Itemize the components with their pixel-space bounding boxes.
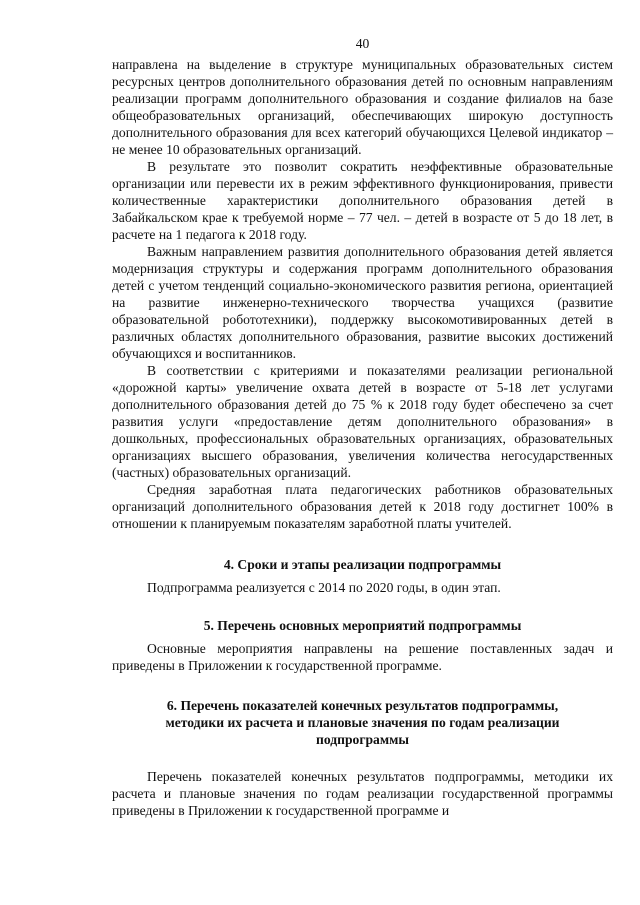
paragraph-5: Средняя заработная плата педагогических работников образовательных организаций дополнительного образования детей к 2018 году достигнет 100% в отношении к планируемым показателям заработной платы учителей.: [112, 482, 613, 531]
page-number: 40: [355, 36, 370, 51]
section-6-heading-line-1: 6. Перечень показателей конечных результатов подпрограммы,: [166, 698, 559, 713]
paragraph-4: В соответствии с критериями и показателями реализации региональной «дорожной карты» увеличение охвата детей в возрасте от 5-18 лет услугами дополнительного образования детей до 75 % к 2018 году будет обеспечено за счет развития услуги «предоставление детям дополнительного образования» в дошкольных, профессиональных образовательных организациях, образовательных организациях высшего образования, увеличения количества негосударственных (частных) образовательных организаций.: [112, 363, 613, 480]
paragraph-2: В результате это позволит сократить неэффективные образовательные организации или перевести их в режим эффективного функционирования, привести количественные характеристики дополнительного образования детей в Забайкальском крае к требуемой норме – 77 чел. – детей в возрасте от 5 до 18 лет, в расчете на 1 педагога к 2018 году.: [112, 159, 613, 242]
section-6-heading-line-3: подпрограммы: [316, 732, 409, 747]
section-5-text: Основные мероприятия направлены на решение поставленных задач и приведены в Приложении к государственной программе.: [112, 641, 613, 673]
paragraph-1: направлена на выделение в структуре муниципальных образовательных систем ресурсных центров дополнительного образования детей по основным направлениям реализации программ дополнительного образования и создание филиалов на базе общеобразовательных организаций, обеспечивающих широкую доступность дополнительного образования для всех категорий обучающихся Целевой индикатор – не менее 10 образовательных организаций.: [112, 57, 613, 157]
section-6-text: Перечень показателей конечных результатов подпрограммы, методики их расчета и плановые значения по годам реализации государственной программы приведены в Приложении к государственной программе и: [112, 769, 613, 818]
section-6-heading: [112, 697, 613, 748]
section-4-heading: 4. Сроки и этапы реализации подпрограммы: [223, 557, 502, 572]
section-4-text: Подпрограмма реализуется с 2014 по 2020 годы, в один этап.: [147, 580, 501, 595]
paragraph-3: Важным направлением развития дополнительного образования детей является модернизация структуры и содержания программ дополнительного образования детей с учетом тенденций социально-экономического развития региона, ориентацией на развитие инженерно-технического творчества учащихся (развитие образовательной робототехники), поддержку высокомотивированных детей в различных областях дополнительного образования, развитие высоких достижений обучающихся и воспитанников.: [112, 244, 613, 361]
section-6-heading-line-2: методики их расчета и плановые значения по годам реализации: [165, 715, 560, 730]
section-5-heading: 5. Перечень основных мероприятий подпрограммы: [203, 618, 522, 633]
